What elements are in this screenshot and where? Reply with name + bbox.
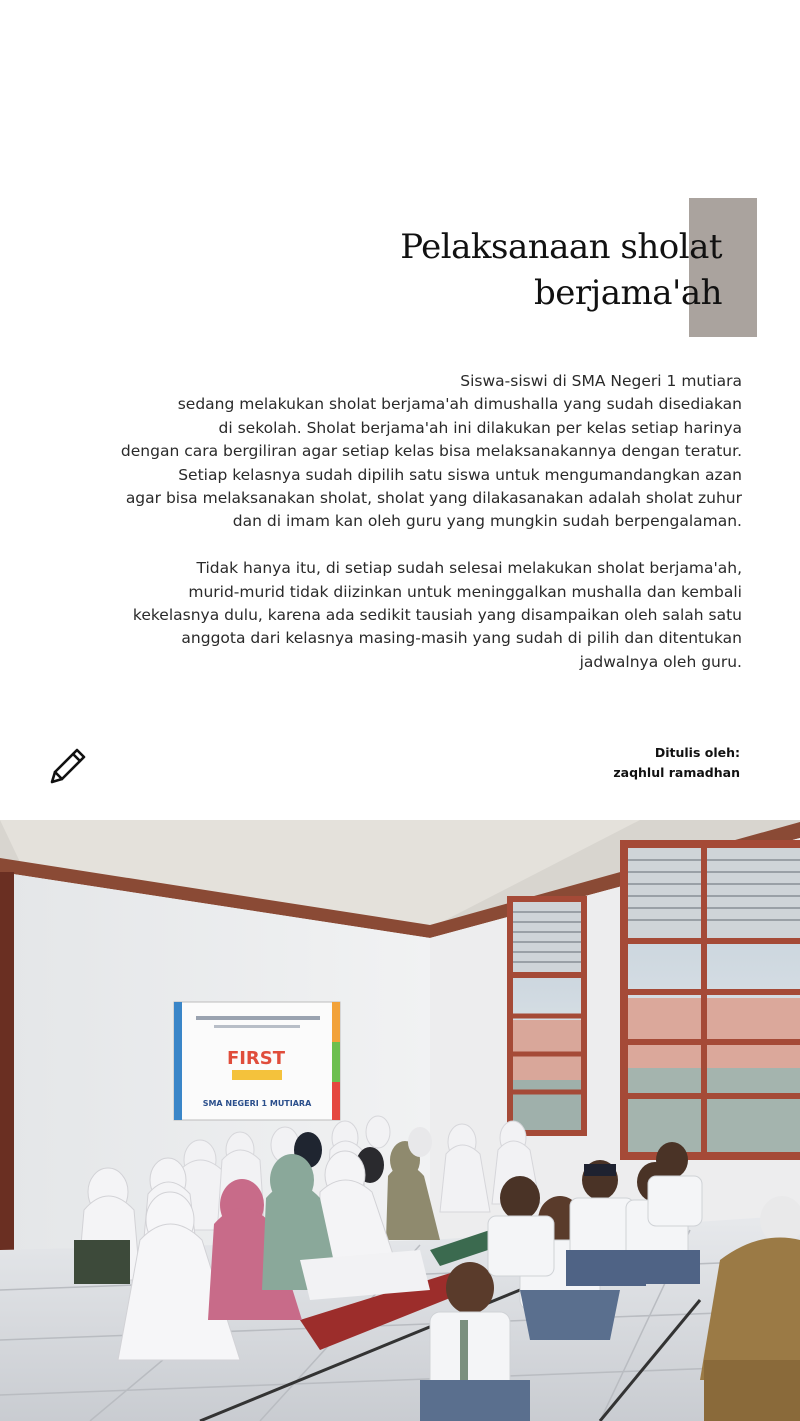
byline-label: Ditulis oleh: xyxy=(654,745,740,760)
paragraph-gap xyxy=(22,534,742,557)
body-line: jadwalnya oleh guru. xyxy=(579,652,742,671)
title-line-1: Pelaksanaan sholat xyxy=(400,227,722,267)
body-line: sedang melakukan sholat berjama'ah dimushalla yang sudah disediakan xyxy=(177,395,742,414)
svg-text:FIRST: FIRST xyxy=(226,1048,286,1069)
body-line: Tidak hanya itu, di setiap sudah selesai melakukan sholat berjama'ah, xyxy=(196,559,742,578)
byline xyxy=(613,743,740,783)
body-line: Siswa-siswi di SMA Negeri 1 mutiara xyxy=(460,372,742,390)
body-line: Setiap kelasnya sudah dipilih satu siswa untuk mengumandangkan azan xyxy=(178,465,742,484)
article-title xyxy=(162,224,722,316)
body-line: murid-murid tidak diizinkan untuk meninggalkan mushalla dan kembali xyxy=(188,582,742,601)
prayer-room-photo xyxy=(0,820,800,1421)
body-line: kekelasnya dulu, karena ada sedikit tausiah yang disampaikan oleh salah satu xyxy=(132,606,742,625)
article-body xyxy=(22,370,742,674)
photo-banner xyxy=(174,1002,340,1120)
body-line: di sekolah. Sholat berjama'ah ini dilakukan per kelas setiap harinya xyxy=(218,418,742,437)
body-line: dengan cara bergiliran agar setiap kelas bisa melaksanakannya dengan teratur. xyxy=(120,442,742,461)
body-line: anggota dari kelasnya masing-masih yang sudah di pilih dan ditentukan xyxy=(181,629,742,648)
pencil-icon xyxy=(46,744,90,788)
author-name: zaqhlul ramadhan xyxy=(613,765,740,780)
title-line-2: berjama'ah xyxy=(534,273,722,313)
body-line: dan di imam kan oleh guru yang mungkin sudah berpengalaman. xyxy=(232,512,742,531)
body-line: agar bisa melaksanakan sholat, sholat yang dilakasanakan adalah sholat zuhur xyxy=(125,489,742,508)
svg-text:SMA NEGERI 1 MUTIARA: SMA NEGERI 1 MUTIARA xyxy=(202,1099,312,1108)
